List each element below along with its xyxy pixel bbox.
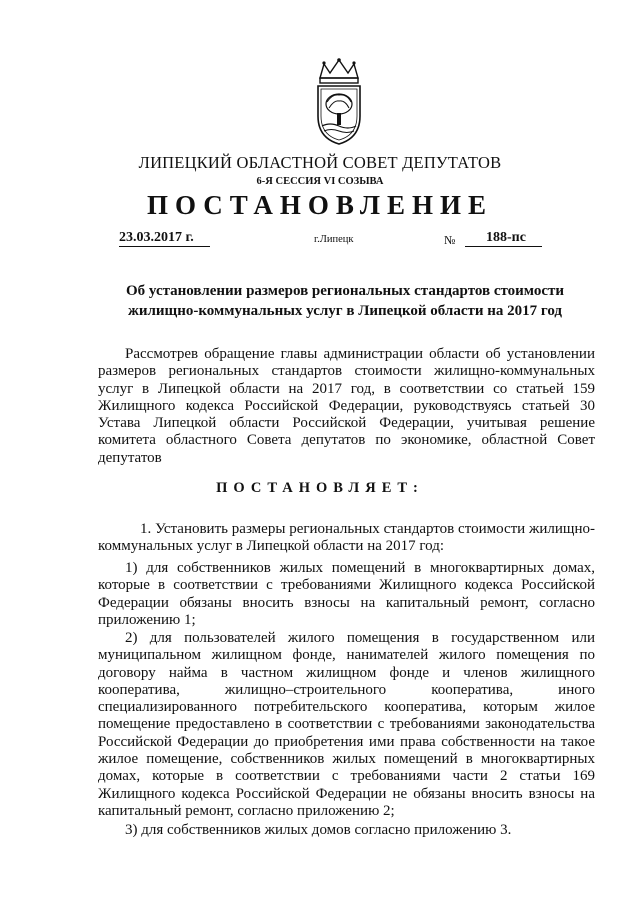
intro-paragraph: Рассмотрев обращение главы администрации области об установлении размеров региональных стандартов стоимости жилищно-коммунальных услуг в Липецкой области на 2017 год, в соответствии со статьей 159 Жилищного кодекса Российской Федерации, руководствуясь статьей 30 Устава Липецкой области Российской Федерации, учитывая решение комитета областного Совета депутатов по экономике, областной Совет депутатов <box>98 346 595 466</box>
document-type: ПОСТАНОВЛЕНИЕ <box>146 190 494 220</box>
number-sign: № <box>444 233 456 247</box>
organization-name: ЛИПЕЦКИЙ ОБЛАСТНОЙ СОВЕТ ДЕПУТАТОВ <box>138 153 502 172</box>
document-date: 23.03.2017 г. <box>119 230 210 247</box>
item-paragraph: 3) для собственников жилых домов согласно приложению 3. <box>125 822 512 838</box>
item-paragraph: 1) для собственников жилых помещений в многоквартирных домах, которые в соответствии с требованиями Жилищного кодекса Российской Федерации обязаны вносить взносы на капитальный ремонт, согласно приложению 1; <box>98 560 595 628</box>
decree-word: ПОСТАНОВЛЯЕТ: <box>216 480 424 496</box>
document-title: Об установлении размеров региональных стандартов стоимости жилищно-коммунальных услуг в Липецкой области на 2017 год <box>125 283 564 319</box>
item-paragraph: 2) для пользователей жилого помещения в государственном или муниципальном жилищном фонде, нанимателей жилого помещения по договору найма в частном жилищном фонде и членов жилищного кооператива, жилищно–строительного кооператива, иного специализированного потребительского кооператива, которым жилое помещение предоставлено в соответствии с требованиями законодательства Российской Федерации до приобретения ими права собственности на такое жилое помещение, собственников жилых помещений в многоквартирных домах, которые в соответствии с требованиями части 2 статьи 169 Жилищного кодекса Российской Федерации не обязаны вносить взносы на капитальный ремонт, согласно приложению 2; <box>98 630 595 819</box>
document-number: 188-пс <box>465 230 542 247</box>
document-city: г.Липецк <box>314 234 354 245</box>
session-label: 6-Я СЕССИЯ VI СОЗЫВА <box>256 176 384 187</box>
item-paragraph: 1. Установить размеры региональных стандартов стоимости жилищно-коммунальных услуг в Липецкой области на 2017 год: <box>98 521 595 555</box>
coat-of-arms-icon <box>312 58 366 146</box>
